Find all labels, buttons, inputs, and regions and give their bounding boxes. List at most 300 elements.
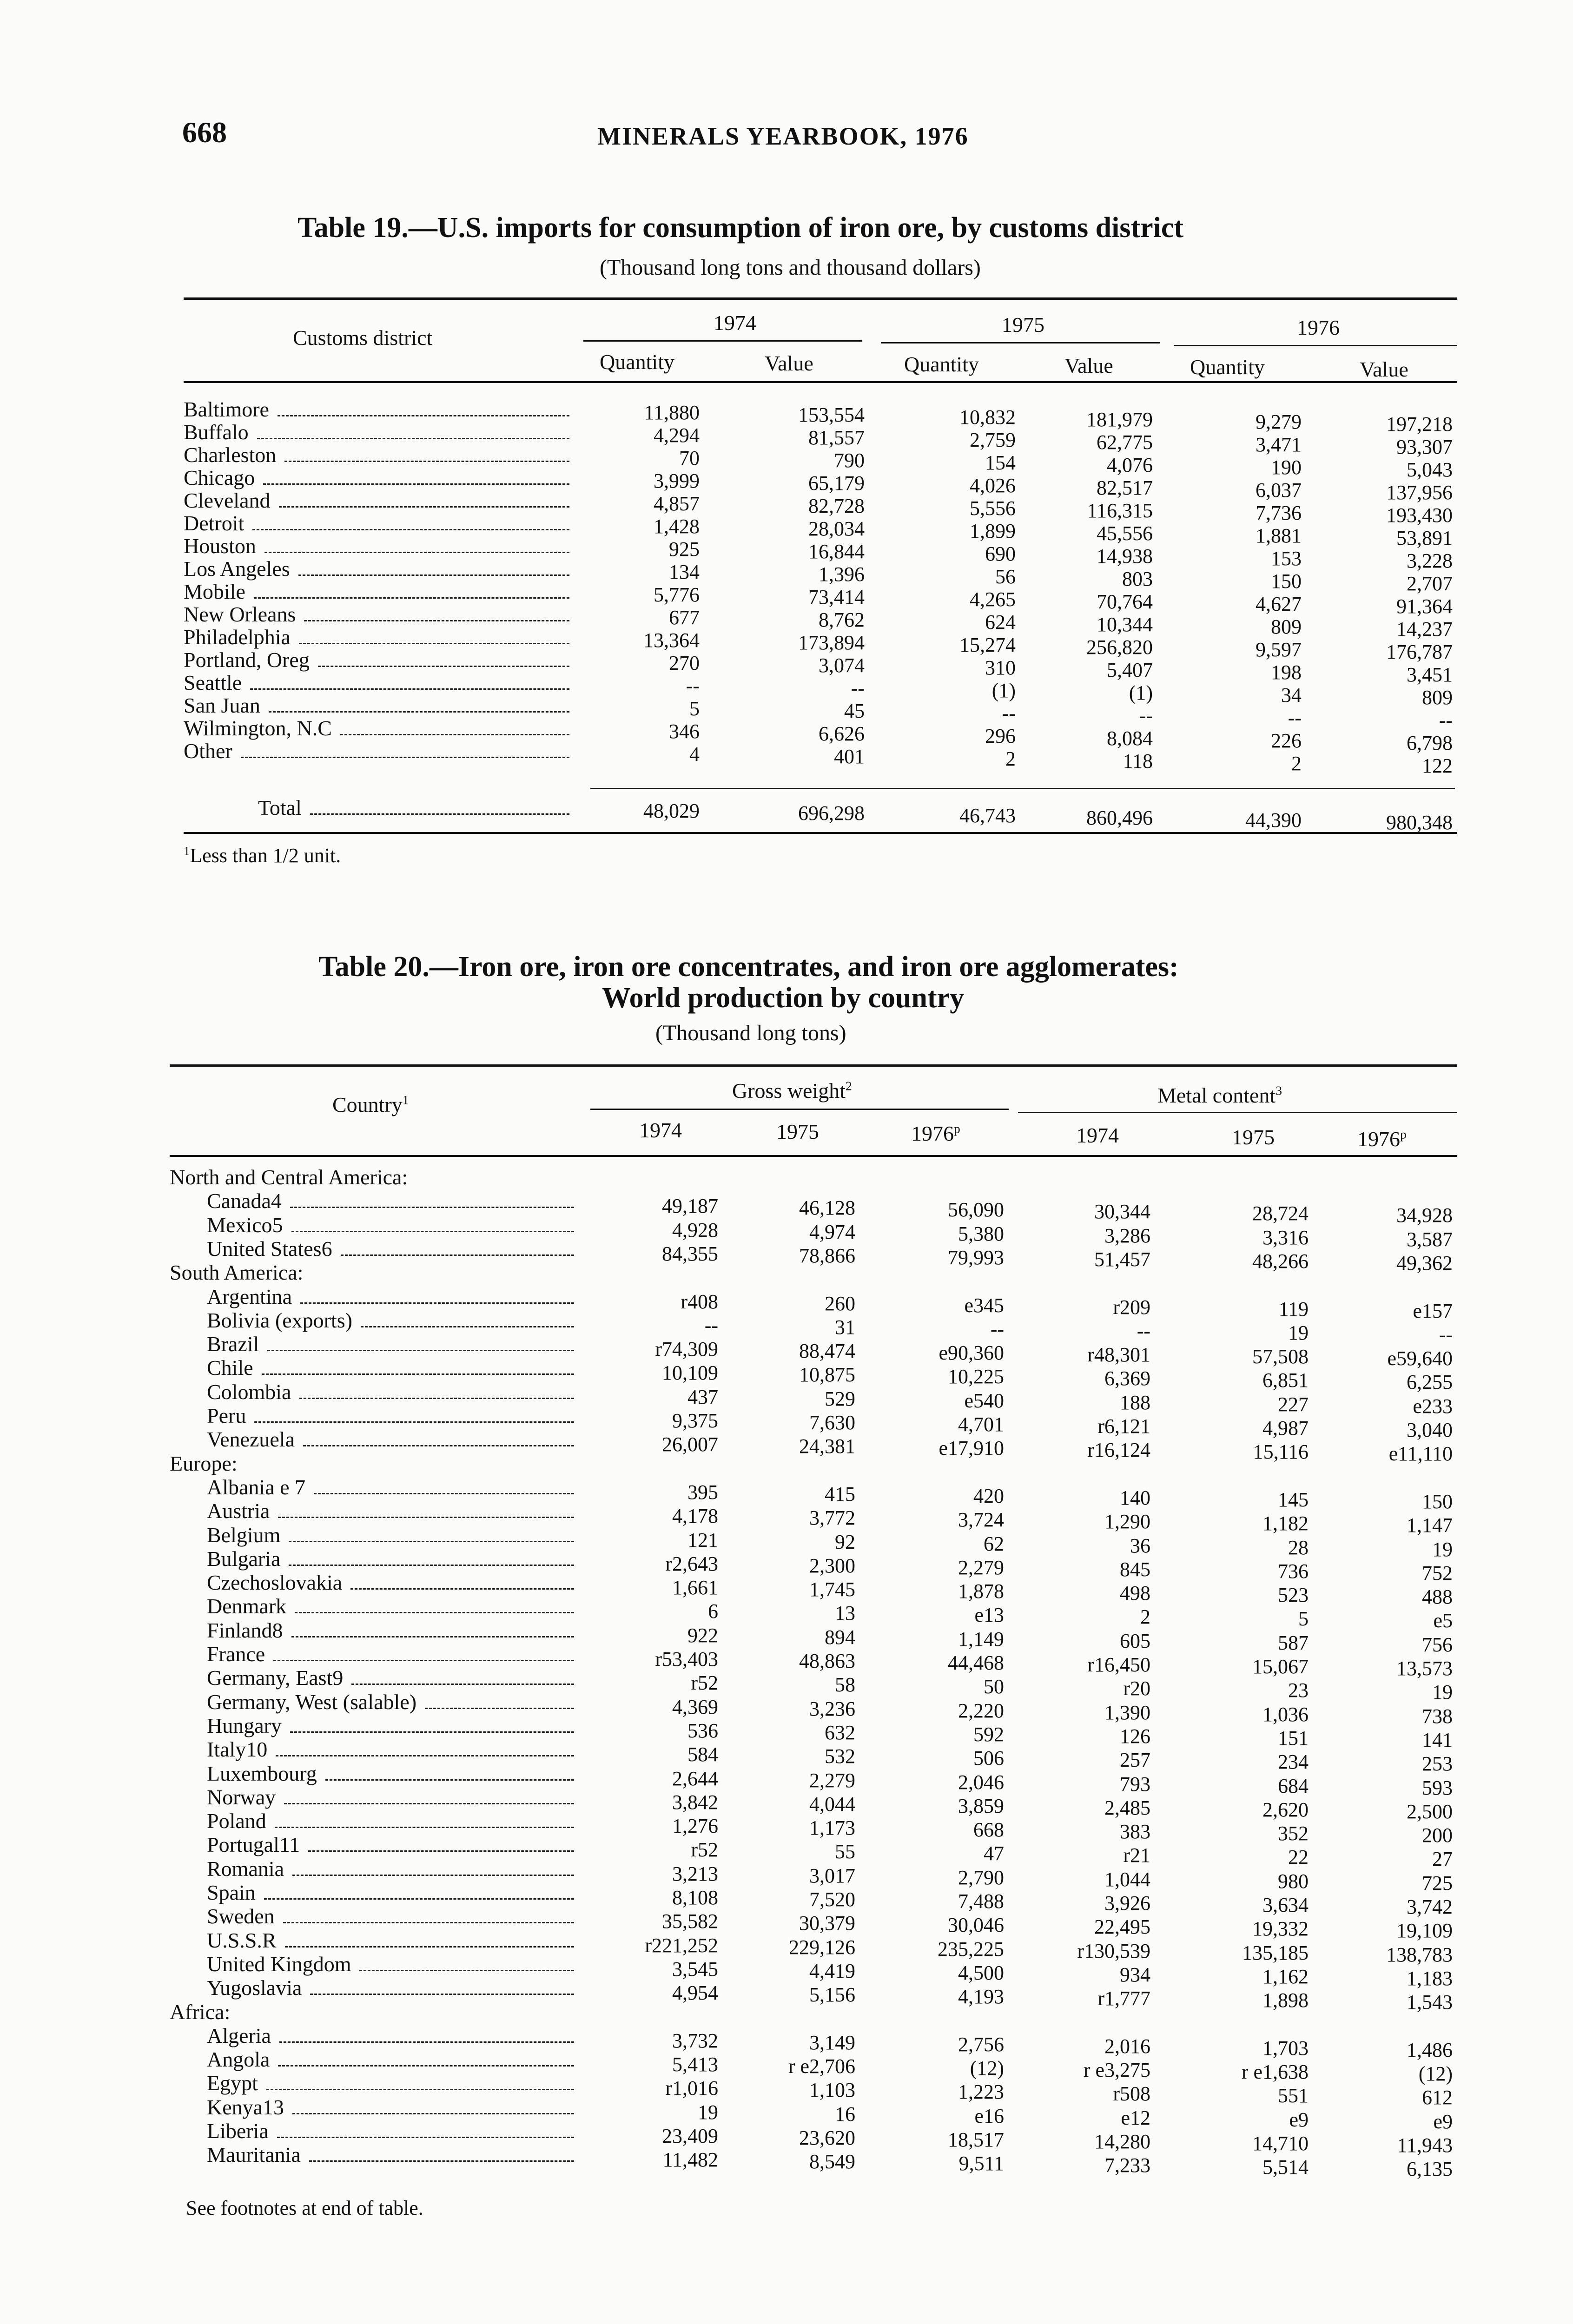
leader-dots bbox=[350, 1588, 574, 1590]
table-cell: 1,428 bbox=[654, 515, 700, 538]
table-cell: -- bbox=[1439, 1323, 1453, 1346]
table-cell: 82,728 bbox=[808, 495, 865, 517]
row-label: Finland8 bbox=[207, 1620, 574, 1641]
table-cell: 9,375 bbox=[672, 1409, 718, 1432]
leader-dots bbox=[262, 1373, 574, 1375]
table20-footnote: See footnotes at end of table. bbox=[186, 2197, 423, 2219]
leader-dots bbox=[299, 1397, 574, 1399]
table-cell: 234 bbox=[1278, 1750, 1309, 1774]
leader-dots bbox=[264, 1898, 574, 1900]
table-cell: 30,046 bbox=[948, 1914, 1004, 1937]
table-cell: e5 bbox=[1433, 1609, 1453, 1632]
table-cell: 193,430 bbox=[1386, 504, 1453, 527]
table-cell: 270 bbox=[669, 652, 700, 674]
table-cell: 894 bbox=[825, 1625, 855, 1649]
table-cell: e59,640 bbox=[1387, 1347, 1453, 1370]
table-cell: 27 bbox=[1432, 1848, 1453, 1871]
table-cell: 48,029 bbox=[643, 799, 700, 822]
table-cell: 3,040 bbox=[1407, 1419, 1453, 1441]
table-cell: 10,225 bbox=[948, 1365, 1004, 1388]
table-cell: 19 bbox=[698, 2100, 718, 2124]
table-cell: 8,108 bbox=[672, 1886, 718, 1909]
t19-col-quantity-1974: Quantity bbox=[600, 350, 674, 374]
table-cell: 1,173 bbox=[809, 1816, 855, 1840]
table-cell: 587 bbox=[1278, 1631, 1309, 1654]
table-cell: r16,450 bbox=[1087, 1653, 1150, 1676]
row-label: Italy10 bbox=[207, 1739, 574, 1760]
table-cell: 6,626 bbox=[819, 722, 865, 745]
table19-title: Table 19.—U.S. imports for consumption of iron ore, by customs district bbox=[297, 212, 1184, 244]
table-cell: 3,228 bbox=[1407, 549, 1453, 572]
table-cell: r221,252 bbox=[645, 1934, 718, 1957]
table-cell: 1,396 bbox=[819, 563, 865, 586]
table-cell: 2,790 bbox=[958, 1866, 1004, 1889]
table-cell: 3,742 bbox=[1407, 1895, 1453, 1918]
table-cell: 4,954 bbox=[672, 1981, 718, 2005]
table-cell: 4,857 bbox=[654, 492, 700, 515]
row-label: U.S.S.R bbox=[207, 1930, 574, 1951]
t19-col-value-1974: Value bbox=[765, 351, 813, 375]
table-cell: -- bbox=[1288, 706, 1302, 729]
table-cell: 13 bbox=[835, 1602, 855, 1625]
table-cell: 593 bbox=[1422, 1776, 1453, 1799]
table-cell: 188 bbox=[1120, 1391, 1150, 1414]
table-cell: 11,880 bbox=[644, 401, 700, 424]
table20-row-header: Country$^1$ bbox=[332, 1092, 409, 1116]
table-cell: e540 bbox=[964, 1389, 1004, 1412]
table-cell: 1,745 bbox=[809, 1578, 855, 1601]
table-cell: 9,511 bbox=[958, 2152, 1004, 2175]
table-cell: 1,147 bbox=[1407, 1514, 1453, 1537]
table-cell: 23,409 bbox=[662, 2125, 718, 2147]
table-cell: 2,620 bbox=[1262, 1798, 1309, 1821]
table-cell: 30,379 bbox=[799, 1912, 855, 1935]
row-label: Bolivia (exports) bbox=[207, 1310, 574, 1331]
leader-dots bbox=[279, 2041, 574, 2043]
table-cell: 498 bbox=[1120, 1582, 1150, 1605]
row-label: France bbox=[207, 1644, 574, 1665]
table-cell: r209 bbox=[1113, 1295, 1150, 1319]
table-cell: 22 bbox=[1288, 1846, 1309, 1869]
table-cell: 30,344 bbox=[1094, 1200, 1150, 1223]
table-cell: e157 bbox=[1413, 1299, 1453, 1322]
table19-header-rule bbox=[184, 381, 1457, 383]
row-label: Buffalo bbox=[184, 422, 569, 443]
table-cell: 3,017 bbox=[809, 1864, 855, 1887]
table-cell: 134 bbox=[669, 561, 700, 583]
table-cell: 2,500 bbox=[1407, 1800, 1453, 1823]
table-cell: 55 bbox=[835, 1840, 855, 1863]
table-cell: 51,457 bbox=[1094, 1248, 1150, 1271]
table-cell: 227 bbox=[1278, 1393, 1309, 1416]
table-cell: 809 bbox=[1271, 615, 1302, 638]
table-cell: 79,993 bbox=[948, 1246, 1004, 1269]
row-label: Egypt bbox=[207, 2073, 574, 2094]
table-cell: 310 bbox=[985, 656, 1016, 679]
table-cell: 488 bbox=[1422, 1585, 1453, 1609]
table-cell: r20 bbox=[1123, 1677, 1150, 1700]
row-label: Mauritania bbox=[207, 2144, 574, 2166]
table-cell: 88,474 bbox=[799, 1340, 855, 1363]
table-cell: 1,162 bbox=[1262, 1965, 1309, 1988]
leader-dots bbox=[266, 2088, 574, 2090]
table-cell: 151 bbox=[1278, 1726, 1309, 1750]
table-cell: 2,644 bbox=[672, 1767, 718, 1790]
row-label: Chicago bbox=[184, 467, 569, 489]
table-cell: r48,301 bbox=[1087, 1343, 1150, 1367]
table-cell: 15,274 bbox=[959, 634, 1016, 656]
table-cell: 48,863 bbox=[799, 1650, 855, 1672]
table-cell: 860,496 bbox=[1086, 806, 1153, 829]
table-cell: 3,634 bbox=[1262, 1894, 1309, 1916]
table-cell: 632 bbox=[825, 1721, 855, 1744]
table-cell: 49,187 bbox=[662, 1195, 718, 1218]
table-cell: 1,183 bbox=[1407, 1967, 1453, 1990]
row-label: United Kingdom bbox=[207, 1954, 574, 1975]
table-cell: 3,859 bbox=[958, 1794, 1004, 1817]
table-cell: 36 bbox=[1130, 1534, 1150, 1557]
leader-dots bbox=[278, 415, 569, 416]
table-cell: 3,545 bbox=[672, 1957, 718, 1981]
row-label: Brazil bbox=[207, 1334, 574, 1355]
leader-dots bbox=[310, 813, 569, 815]
table-cell: 1,878 bbox=[958, 1580, 1004, 1603]
table-cell: 5,776 bbox=[654, 583, 700, 606]
table-cell: 352 bbox=[1278, 1822, 1309, 1845]
table-cell: r1,016 bbox=[665, 2077, 718, 2100]
table-cell: 3,316 bbox=[1262, 1226, 1309, 1249]
table-cell: e16 bbox=[974, 2104, 1004, 2127]
t19-year-1976: 1976 bbox=[1297, 316, 1340, 339]
table-cell: 153 bbox=[1271, 547, 1302, 570]
table-cell: 2,016 bbox=[1104, 2034, 1150, 2058]
t19-col-quantity-1976: Quantity bbox=[1190, 355, 1265, 379]
table-cell: 536 bbox=[687, 1719, 718, 1742]
table-cell: 4,928 bbox=[672, 1218, 718, 1241]
table19-row-header: Customs district bbox=[293, 326, 433, 350]
table-cell: 2 bbox=[1005, 747, 1016, 770]
table-cell: 420 bbox=[973, 1484, 1004, 1507]
table-cell: 150 bbox=[1422, 1490, 1453, 1513]
t20-year-metal-1975: 1975 bbox=[1232, 1125, 1275, 1149]
table-cell: 121 bbox=[687, 1528, 718, 1552]
table-cell: 93,307 bbox=[1396, 436, 1453, 458]
table-cell: 809 bbox=[1422, 686, 1453, 709]
table-cell: 3,724 bbox=[958, 1508, 1004, 1532]
leader-dots bbox=[275, 1826, 574, 1828]
table-cell: 14,938 bbox=[1097, 545, 1153, 568]
table-cell: r130,539 bbox=[1077, 1939, 1150, 1962]
leader-dots bbox=[340, 733, 569, 735]
table-cell: 7,488 bbox=[958, 1890, 1004, 1913]
table-cell: 401 bbox=[834, 745, 865, 768]
table-cell: 8,762 bbox=[819, 608, 865, 631]
table-cell: r e1,638 bbox=[1241, 2060, 1309, 2084]
table-cell: 3,732 bbox=[672, 2029, 718, 2052]
table-cell: 28,034 bbox=[808, 517, 865, 540]
table-cell: 141 bbox=[1422, 1728, 1453, 1751]
table-cell: 4,500 bbox=[958, 1961, 1004, 1984]
row-label: Denmark bbox=[207, 1596, 574, 1617]
table-cell: r21 bbox=[1123, 1844, 1150, 1867]
table-cell: 16,844 bbox=[808, 540, 865, 563]
table-cell: -- bbox=[686, 674, 700, 697]
leader-dots bbox=[279, 506, 569, 508]
table-cell: 803 bbox=[1122, 568, 1153, 590]
leader-dots bbox=[276, 1755, 574, 1756]
t19-year-1975: 1975 bbox=[1002, 313, 1044, 337]
row-label: Liberia bbox=[207, 2120, 574, 2142]
table-cell: 3,471 bbox=[1256, 433, 1302, 456]
table-cell: 6 bbox=[708, 1600, 718, 1623]
row-label: Houston bbox=[184, 535, 569, 557]
leader-dots bbox=[292, 1874, 574, 1876]
leader-dots bbox=[263, 483, 569, 485]
row-label: Cleveland bbox=[184, 490, 569, 511]
row-label: Detroit bbox=[184, 513, 569, 534]
table-cell: r508 bbox=[1113, 2082, 1150, 2106]
row-label: Mexico5 bbox=[207, 1215, 574, 1236]
table-cell: 1,149 bbox=[958, 1627, 1004, 1651]
table-cell: 122 bbox=[1422, 754, 1453, 777]
table-cell: 53,891 bbox=[1396, 527, 1453, 549]
table-cell: 4,974 bbox=[809, 1220, 855, 1243]
table-cell: 2,485 bbox=[1104, 1796, 1150, 1819]
table-cell: 235,225 bbox=[938, 1937, 1004, 1961]
leader-dots bbox=[300, 1302, 574, 1304]
row-label: Colombia bbox=[207, 1381, 574, 1403]
table-cell: 532 bbox=[825, 1745, 855, 1768]
table-cell: 6,037 bbox=[1256, 479, 1302, 502]
table-cell: 176,787 bbox=[1386, 640, 1453, 663]
table-cell: 1,661 bbox=[672, 1576, 718, 1599]
table-cell: 49,362 bbox=[1396, 1251, 1453, 1274]
table-cell: 980,348 bbox=[1386, 811, 1453, 834]
table-cell: 437 bbox=[687, 1385, 718, 1408]
row-label: Czechoslovakia bbox=[207, 1572, 574, 1593]
leader-dots bbox=[359, 1969, 574, 1971]
table-cell: 44,468 bbox=[948, 1651, 1004, 1674]
table19-subtitle: (Thousand long tons and thousand dollars) bbox=[600, 255, 981, 280]
leader-dots bbox=[425, 1707, 574, 1709]
table-cell: 4,369 bbox=[672, 1695, 718, 1718]
table-cell: 612 bbox=[1422, 2086, 1453, 2109]
leader-dots bbox=[304, 620, 569, 621]
t20-group-metal-content: Metal content$^3$ bbox=[1157, 1083, 1282, 1107]
table-cell: 73,414 bbox=[808, 586, 865, 608]
table-cell: 3,842 bbox=[672, 1790, 718, 1814]
t20-year-metal-1974: 1974 bbox=[1076, 1123, 1119, 1147]
table-cell: 116,315 bbox=[1087, 499, 1153, 522]
table-cell: 7,520 bbox=[809, 1888, 855, 1911]
table-cell: 592 bbox=[973, 1723, 1004, 1746]
table-cell: 58 bbox=[835, 1673, 855, 1697]
table-cell: 154 bbox=[985, 451, 1016, 474]
table-cell: 62 bbox=[984, 1532, 1004, 1555]
table-cell: 23,620 bbox=[799, 2126, 855, 2149]
leader-dots bbox=[264, 551, 569, 553]
table-cell: 70,764 bbox=[1097, 590, 1153, 613]
table-cell: 3,587 bbox=[1407, 1228, 1453, 1251]
leader-dots bbox=[241, 756, 569, 758]
table-cell: 197,218 bbox=[1386, 413, 1453, 436]
table-cell: r16,124 bbox=[1087, 1439, 1150, 1462]
table-cell: 584 bbox=[687, 1743, 718, 1766]
table-cell: 44,390 bbox=[1245, 809, 1302, 832]
leader-dots bbox=[290, 1731, 574, 1733]
leader-dots bbox=[341, 1254, 574, 1256]
table-cell: 6,135 bbox=[1407, 2158, 1453, 2181]
row-label: Albania e 7 bbox=[207, 1477, 574, 1498]
table-cell: 4,627 bbox=[1256, 593, 1302, 615]
table-cell: 6,369 bbox=[1104, 1367, 1150, 1390]
table-cell: 34 bbox=[1281, 684, 1302, 706]
row-label: Venezuela bbox=[207, 1429, 574, 1450]
table-cell: 1,103 bbox=[809, 2079, 855, 2102]
leader-dots bbox=[250, 688, 569, 690]
table-cell: 3,999 bbox=[654, 469, 700, 492]
table-cell: 925 bbox=[669, 538, 700, 561]
t19-col-value-1975: Value bbox=[1064, 354, 1113, 377]
table-cell: 1,486 bbox=[1407, 2038, 1453, 2061]
table-cell: 11,482 bbox=[662, 2148, 718, 2172]
table-cell: -- bbox=[704, 1314, 718, 1337]
t20-year-metal-1976p: 1976$^p$ bbox=[1357, 1127, 1407, 1151]
table-cell: e11,110 bbox=[1388, 1442, 1453, 1466]
leader-dots bbox=[292, 2113, 574, 2114]
table-cell: 47 bbox=[984, 1842, 1004, 1865]
table-cell: 9,279 bbox=[1256, 410, 1302, 433]
t20-group-gross-weight: Gross weight$^2$ bbox=[732, 1078, 852, 1103]
table-cell: e17,910 bbox=[939, 1437, 1004, 1460]
row-label: Argentina bbox=[207, 1286, 574, 1307]
table-cell: 3,926 bbox=[1104, 1892, 1150, 1915]
table-cell: 200 bbox=[1422, 1824, 1453, 1847]
table-cell: 2,046 bbox=[958, 1770, 1004, 1794]
table-cell: -- bbox=[851, 677, 865, 700]
row-label: Algeria bbox=[207, 2025, 574, 2047]
table-cell: 3,149 bbox=[809, 2031, 855, 2054]
table-cell: 2,220 bbox=[958, 1699, 1004, 1722]
table-cell: 5,556 bbox=[970, 497, 1016, 520]
table-cell: r408 bbox=[681, 1290, 718, 1313]
row-label: Peru bbox=[207, 1405, 574, 1426]
table-cell: 26,007 bbox=[662, 1433, 718, 1456]
leader-dots bbox=[314, 1492, 574, 1494]
table-cell: 1,543 bbox=[1407, 1991, 1453, 2014]
table-cell: 50 bbox=[984, 1675, 1004, 1698]
t19-year-1974: 1974 bbox=[714, 311, 756, 335]
table-cell: 7,630 bbox=[809, 1411, 855, 1434]
table19-top-rule bbox=[184, 297, 1457, 300]
table-cell: 126 bbox=[1120, 1724, 1150, 1748]
table-cell: 5 bbox=[689, 697, 700, 720]
table-cell: 45 bbox=[844, 700, 865, 722]
table-cell: 15,116 bbox=[1253, 1440, 1309, 1464]
table-cell: 19,109 bbox=[1396, 1919, 1453, 1942]
table-cell: 793 bbox=[1120, 1772, 1150, 1796]
table-cell: 4 bbox=[689, 743, 700, 766]
table-cell: 3,074 bbox=[819, 654, 865, 677]
table-cell: 11,943 bbox=[1397, 2134, 1453, 2157]
leader-dots bbox=[309, 2160, 574, 2162]
table19-footnote: $^1$Less than 1/2 unit. bbox=[184, 844, 341, 867]
table-cell: 790 bbox=[834, 449, 865, 472]
table-cell: 28 bbox=[1288, 1536, 1309, 1559]
table-cell: 8,549 bbox=[809, 2150, 855, 2173]
table-cell: 3,772 bbox=[809, 1506, 855, 1530]
table-cell: 4,419 bbox=[809, 1959, 855, 1982]
table-cell: 181,979 bbox=[1086, 408, 1153, 431]
table-cell: 28,724 bbox=[1252, 1202, 1309, 1225]
leader-dots bbox=[291, 1230, 574, 1232]
table-cell: 668 bbox=[973, 1818, 1004, 1842]
table-cell: 296 bbox=[985, 725, 1016, 747]
table20-header-rule bbox=[170, 1155, 1457, 1157]
table-cell: 19 bbox=[1432, 1538, 1453, 1561]
table-cell: 2,707 bbox=[1407, 572, 1453, 595]
table-cell: (12) bbox=[1418, 2062, 1453, 2086]
table-cell: 1,899 bbox=[970, 520, 1016, 542]
leader-dots bbox=[285, 1946, 574, 1948]
table-cell: 2,300 bbox=[809, 1554, 855, 1577]
table-cell: 70 bbox=[679, 447, 700, 469]
table-cell: e345 bbox=[964, 1294, 1004, 1317]
table-cell: 2,279 bbox=[958, 1556, 1004, 1579]
leader-dots bbox=[361, 1326, 574, 1327]
table-cell: 45,556 bbox=[1097, 522, 1153, 545]
leader-dots bbox=[290, 1206, 574, 1208]
table-cell: 135,185 bbox=[1242, 1941, 1309, 1964]
table-cell: 81,557 bbox=[808, 426, 865, 449]
table-cell: 3,451 bbox=[1407, 663, 1453, 686]
row-label: United States6 bbox=[207, 1238, 574, 1260]
table-cell: 23 bbox=[1288, 1679, 1309, 1702]
table-cell: 696,298 bbox=[798, 802, 865, 825]
leader-dots bbox=[289, 1540, 574, 1542]
row-label: Poland bbox=[207, 1810, 574, 1832]
table-cell: 257 bbox=[1120, 1749, 1150, 1772]
table-cell: 153,554 bbox=[798, 403, 865, 426]
table-cell: 2 bbox=[1291, 752, 1302, 775]
table-cell: 8,084 bbox=[1107, 727, 1153, 750]
row-label: Spain bbox=[207, 1882, 574, 1903]
table-cell: 4,178 bbox=[672, 1505, 718, 1528]
row-label: Angola bbox=[207, 2049, 574, 2070]
table-cell: 62,775 bbox=[1097, 431, 1153, 454]
table-cell: 523 bbox=[1278, 1584, 1309, 1607]
table-cell: 4,193 bbox=[958, 1985, 1004, 2008]
table-cell: 18,517 bbox=[948, 2128, 1004, 2151]
table-cell: 677 bbox=[669, 606, 700, 629]
table-cell: 34,928 bbox=[1396, 1204, 1453, 1227]
row-label: North and Central America: bbox=[170, 1165, 408, 1189]
table-cell: 56,090 bbox=[948, 1198, 1004, 1221]
table-cell: 118 bbox=[1123, 750, 1153, 772]
table-cell: 91,364 bbox=[1396, 595, 1453, 618]
table-cell: 24,381 bbox=[799, 1435, 855, 1458]
table-cell: 10,109 bbox=[662, 1361, 718, 1385]
table-cell: 65,179 bbox=[808, 472, 865, 495]
row-label: Germany, West (salable) bbox=[207, 1691, 574, 1713]
table-cell: 395 bbox=[687, 1480, 718, 1504]
leader-dots bbox=[273, 1659, 574, 1661]
table-cell: 756 bbox=[1422, 1633, 1453, 1656]
table-cell: 6,255 bbox=[1407, 1371, 1453, 1394]
table-cell: 1,044 bbox=[1104, 1868, 1150, 1891]
row-label: Europe: bbox=[170, 1451, 238, 1475]
table-cell: 1,182 bbox=[1262, 1512, 1309, 1535]
